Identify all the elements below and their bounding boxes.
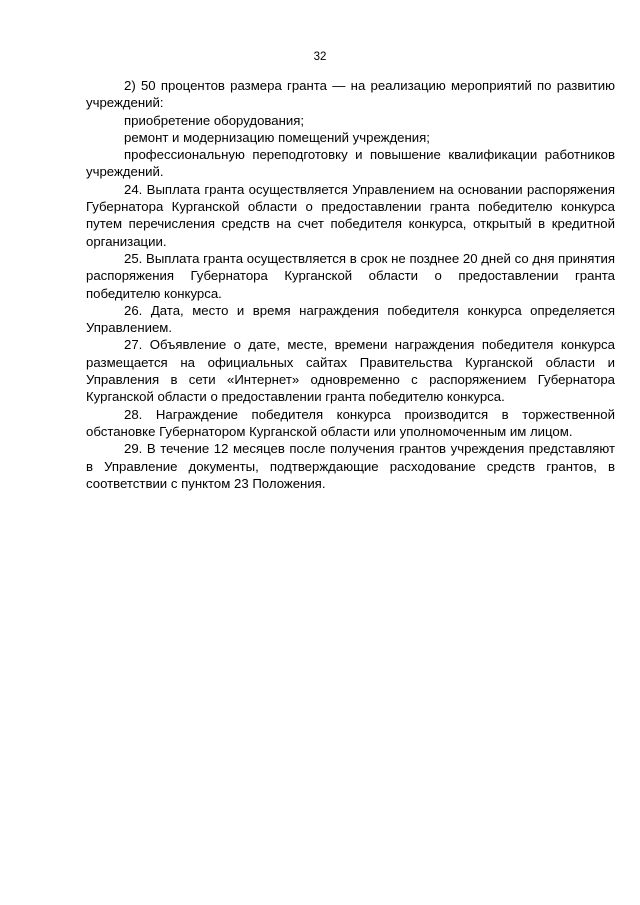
page-number: 32 (313, 51, 327, 63)
list-item-retraining: профессиональную переподготовку и повышение квалификации работников учреждений. (86, 147, 615, 180)
document-body (86, 77, 615, 492)
list-item-repair: ремонт и модернизацию помещений учреждения; (124, 129, 430, 145)
paragraph-27: 27. Объявление о дате, месте, времени награждения победителя конкурса размещается на официальных сайтах Правительства Курганской области и Управления в сети «Интернет» одновременно с распоряжением Губернатора Курганской области о предоставлении гранта победителю конкурса. (86, 337, 615, 405)
paragraph-28: 28. Награждение победителя конкурса производится в торжественной обстановке Губернатором Курганской области или уполномоченным им лицом. (86, 406, 615, 439)
list-item-equipment: приобретение оборудования; (124, 112, 305, 128)
paragraph-24: 24. Выплата гранта осуществляется Управлением на основании распоряжения Губернатора Курганской области о предоставлении гранта победителю конкурса путем перечисления средств на счет победителя конкурса, открытый в кредитной организации. (86, 181, 615, 249)
paragraph-26: 26. Дата, место и время награждения победителя конкурса определяется Управлением. (86, 302, 615, 336)
paragraph-grant-part-2: 2) 50 процентов размера гранта — на реализацию мероприятий по развитию учреждений: (86, 78, 615, 111)
paragraph-25: 25. Выплата гранта осуществляется в срок не позднее 20 дней со дня принятия распоряжения Губернатора Курганской области о предоставлении гранта победителю конкурса. (86, 250, 615, 301)
paragraph-29: 29. В течение 12 месяцев после получения грантов учреждения представляют в Управление документы, подтверждающие расходование средств грантов, в соответствии с пунктом 23 Положения. (86, 441, 615, 491)
